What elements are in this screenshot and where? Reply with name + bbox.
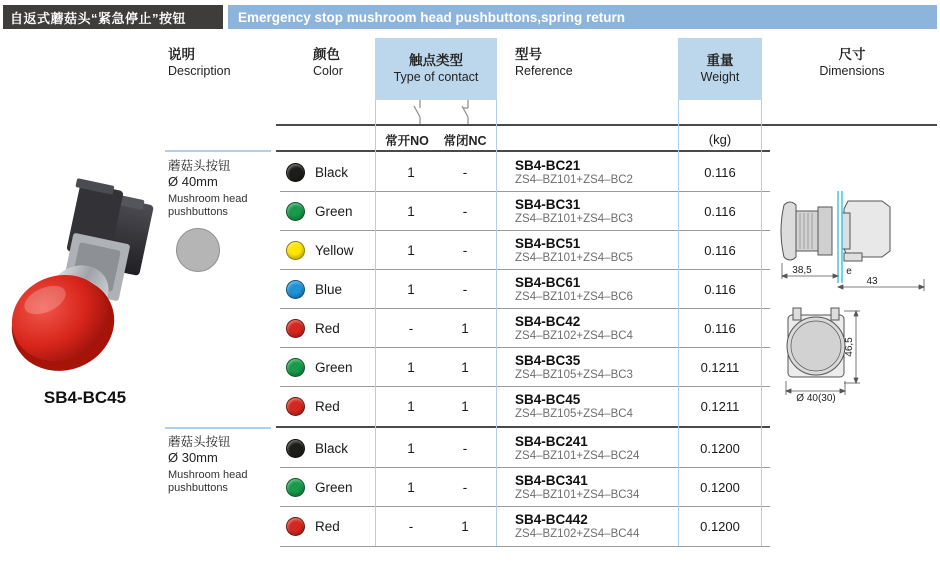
table-row <box>276 270 770 309</box>
nc-count: - <box>462 204 468 219</box>
no-count: 1 <box>407 480 415 495</box>
nc-count: - <box>462 480 468 495</box>
no-count: 1 <box>407 399 415 414</box>
col-header-reference-en: Reference <box>515 63 573 78</box>
group1-desc-en2: pushbuttons <box>168 206 228 219</box>
weight-value: 0.1211 <box>700 399 740 414</box>
nc-count: 1 <box>461 360 469 375</box>
col-header-dimensions-zh: 尺寸 <box>838 47 866 62</box>
reference-main: SB4-BC31 <box>515 196 581 212</box>
weight-value: 0.1200 <box>700 480 740 495</box>
reference-main: SB4-BC51 <box>515 235 581 251</box>
group1-desc-zh: 蘑菇头按钮 <box>168 159 231 173</box>
color-label: Black <box>315 165 349 180</box>
contact-symbols-icon <box>375 99 497 126</box>
no-count: 1 <box>407 204 415 219</box>
reference-sub: ZS4–BZ105+ZS4–BC4 <box>515 407 633 420</box>
title-en-text: Emergency stop mushroom head pushbuttons,spring return <box>238 9 626 25</box>
divider <box>276 150 770 152</box>
col-header-dimensions <box>782 47 922 80</box>
col-header-description-en: Description <box>168 63 231 78</box>
row-divider <box>280 546 770 547</box>
dim-diameter-label: Ø 40(30) <box>796 393 836 403</box>
dim-38-5-label: 38,5 <box>792 265 812 276</box>
reference-cell <box>515 270 633 309</box>
col-header-reference-zh: 型号 <box>515 47 542 62</box>
col-header-reference <box>515 47 573 80</box>
no-count: - <box>408 519 414 534</box>
title-zh-text: 自返式蘑菇头“紧急停止”按钮 <box>10 10 187 26</box>
color-dot <box>286 517 305 536</box>
group1-desc-en1: Mushroom head <box>168 193 248 206</box>
nc-count: 1 <box>461 321 469 336</box>
color-dot <box>286 478 305 497</box>
color-dot <box>286 202 305 221</box>
reference-cell <box>515 429 639 468</box>
col-header-color <box>313 47 343 80</box>
color-dot <box>286 280 305 299</box>
subheader-no: 常开NO <box>385 133 429 148</box>
no-contact-icon <box>414 100 420 125</box>
color-dot <box>286 358 305 377</box>
col-header-contact <box>375 38 497 100</box>
subheader-nc: 常闭NC <box>443 133 487 148</box>
reference-sub: ZS4–BZ101+ZS4–BC5 <box>515 251 633 264</box>
dimension-drawing-front-view <box>772 303 940 403</box>
col-header-color-zh: 颜色 <box>313 47 340 62</box>
reference-main: SB4-BC21 <box>515 157 581 173</box>
dim-46-5-label: 46,5 <box>844 337 855 357</box>
reference-main: SB4-BC42 <box>515 313 581 329</box>
weight-value: 0.116 <box>704 243 736 258</box>
dim-43-label: 43 <box>866 276 878 287</box>
no-count: 1 <box>407 441 415 456</box>
weight-value: 0.116 <box>704 165 736 180</box>
group2-desc-en <box>168 469 278 495</box>
color-dot <box>286 163 305 182</box>
group1-description <box>168 158 278 220</box>
group2-desc-diameter: Ø 30mm <box>168 450 218 466</box>
group1-desc-en <box>168 193 278 219</box>
reference-cell <box>515 153 633 192</box>
reference-sub: ZS4–BZ101+ZS4–BC3 <box>515 212 633 225</box>
table-row <box>276 309 770 348</box>
color-dot <box>286 397 305 416</box>
nc-contact-icon <box>462 100 468 125</box>
reference-sub: ZS4–BZ102+ZS4–BC4 <box>515 329 633 342</box>
weight-value: 0.116 <box>704 282 736 297</box>
table-row <box>276 507 770 546</box>
reference-cell <box>515 309 633 348</box>
weight-value: 0.1200 <box>700 519 740 534</box>
color-label: Blue <box>315 282 343 297</box>
product-photo <box>5 142 165 387</box>
group2-description <box>168 434 278 496</box>
color-dot <box>286 319 305 338</box>
color-dot <box>286 439 305 458</box>
reference-sub: ZS4–BZ101+ZS4–BC34 <box>515 488 640 501</box>
color-label: Black <box>315 441 349 456</box>
color-label: Red <box>315 519 340 534</box>
group1-desc-diameter: Ø 40mm <box>168 174 218 190</box>
group2-desc-en1: Mushroom head <box>168 469 248 482</box>
title-banner-en <box>228 5 937 29</box>
reference-main: SB4-BC341 <box>515 472 588 488</box>
nc-count: 1 <box>461 399 469 414</box>
reference-cell <box>515 468 639 507</box>
reference-cell <box>515 348 633 387</box>
weight-value: 0.116 <box>704 204 736 219</box>
color-label: Red <box>315 321 340 336</box>
panel-lines <box>838 191 842 283</box>
contact-block-profile <box>844 201 890 257</box>
col-header-description-zh: 说明 <box>168 47 195 62</box>
no-count: 1 <box>407 165 415 180</box>
divider <box>165 150 271 152</box>
gray-button-swatch <box>176 228 220 272</box>
reference-sub: ZS4–BZ101+ZS4–BC2 <box>515 173 633 186</box>
nc-count: - <box>462 282 468 297</box>
subheader-kg: (kg) <box>708 132 732 147</box>
color-label: Green <box>315 360 353 375</box>
dim-e-label: e <box>846 266 852 277</box>
col-header-weight-zh: 重量 <box>706 52 734 68</box>
nc-count: - <box>462 165 468 180</box>
color-label: Green <box>315 204 353 219</box>
reference-cell <box>515 507 639 546</box>
color-label: Red <box>315 399 340 414</box>
col-header-weight-en: Weight <box>700 69 740 84</box>
col-header-color-en: Color <box>313 63 343 78</box>
reference-sub: ZS4–BZ101+ZS4–BC24 <box>515 449 640 462</box>
col-header-contact-zh: 触点类型 <box>409 52 463 68</box>
col-header-description <box>168 47 231 80</box>
col-header-contact-en: Type of contact <box>393 69 479 84</box>
reference-cell <box>515 231 633 270</box>
group2-desc-en2: pushbuttons <box>168 482 228 495</box>
mounting-clip <box>831 308 839 320</box>
weight-value: 0.1200 <box>700 441 740 456</box>
reference-sub: ZS4–BZ101+ZS4–BC6 <box>515 290 633 303</box>
group2-desc-zh: 蘑菇头按钮 <box>168 435 231 449</box>
table-row <box>276 231 770 270</box>
product-reference-label: SB4-BC45 <box>43 388 127 407</box>
reference-sub: ZS4–BZ102+ZS4–BC44 <box>515 527 640 540</box>
reference-main: SB4-BC35 <box>515 352 581 368</box>
table-row <box>276 429 770 468</box>
reference-sub: ZS4–BZ105+ZS4–BC3 <box>515 368 633 381</box>
no-count: 1 <box>407 360 415 375</box>
color-dot <box>286 241 305 260</box>
table-row <box>276 348 770 387</box>
title-banner-zh <box>3 5 223 29</box>
reference-main: SB4-BC61 <box>515 274 581 290</box>
weight-value: 0.116 <box>704 321 736 336</box>
reference-main: SB4-BC45 <box>515 391 581 407</box>
nc-count: - <box>462 441 468 456</box>
weight-value: 0.1211 <box>700 360 740 375</box>
color-label: Yellow <box>315 243 354 258</box>
reference-cell <box>515 387 633 426</box>
mounting-clip <box>793 308 801 320</box>
nc-count: - <box>462 243 468 258</box>
table-row <box>276 468 770 507</box>
col-header-weight <box>678 38 762 100</box>
divider <box>276 426 770 428</box>
no-count: 1 <box>407 282 415 297</box>
reference-main: SB4-BC442 <box>515 511 588 527</box>
table-row <box>276 153 770 192</box>
col-header-dimensions-en: Dimensions <box>819 63 885 78</box>
table-row <box>276 387 770 426</box>
divider <box>165 427 271 429</box>
table-row <box>276 192 770 231</box>
color-label: Green <box>315 480 353 495</box>
reference-main: SB4-BC241 <box>515 433 588 449</box>
no-count: 1 <box>407 243 415 258</box>
cap-profile <box>781 202 796 260</box>
reference-cell <box>515 192 633 231</box>
dimension-drawing-side-view <box>772 183 940 301</box>
nc-count: 1 <box>461 519 469 534</box>
no-count: - <box>408 321 414 336</box>
